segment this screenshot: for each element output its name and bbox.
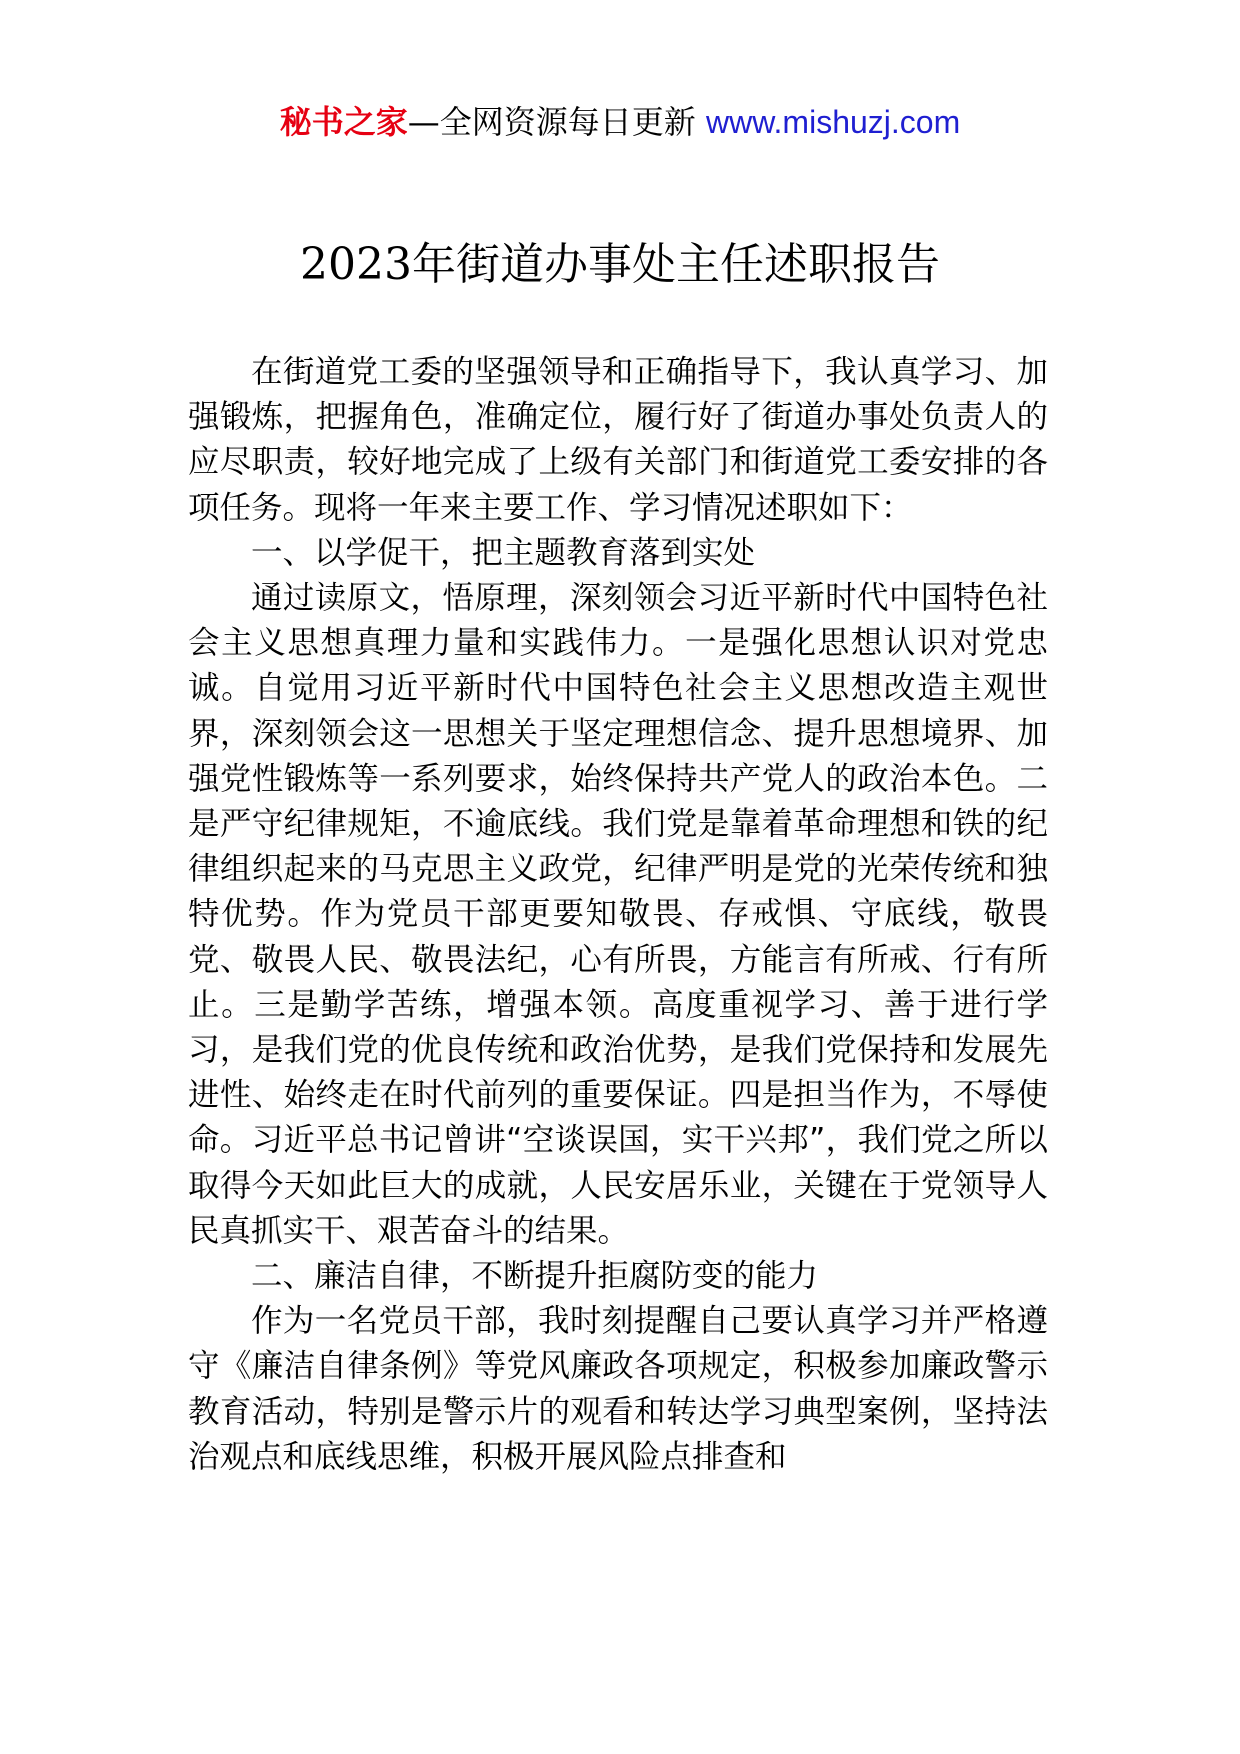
section-paragraph: 作为一名党员干部，我时刻提醒自己要认真学习并严格遵守《廉洁自律条例》等党风廉政各项规定，积极参加廉政警示教育活动，特别是警示片的观看和转达学习典型案例，坚持法治观点和底线思维，积极开展风险点排查和	[188, 1303, 1048, 1475]
section-heading: 二、廉洁自律，不断提升拒腐防变的能力	[251, 1258, 819, 1295]
intro-paragraph: 在街道党工委的坚强领导和正确指导下，我认真学习、加强锻炼，把握角色，准确定位，履行好了街道办事处负责人的应尽职责，较好地完成了上级有关部门和街道党工委安排的各项任务。现将一年来主要工作、学习情况述职如下：	[188, 354, 1048, 526]
site-slogan: —全网资源每日更新	[407, 103, 696, 141]
document-body	[188, 350, 1048, 1480]
site-brand: 秘书之家	[279, 103, 408, 141]
section-heading: 一、以学促干，把主题教育落到实处	[251, 534, 756, 571]
site-url-link[interactable]: www.mishuzj.com	[705, 104, 961, 140]
document-title: 2023年街道办事处主任述职报告	[300, 239, 940, 290]
section-paragraph: 通过读原文，悟原理，深刻领会习近平新时代中国特色社会主义思想真理力量和实践伟力。一是强化思想认识对党忠诚。自觉用习近平新时代中国特色社会主义思想改造主观世界，深刻领会这一思想关于坚定理想信念、提升思想境界、加强党性锻炼等一系列要求，始终保持共产党人的政治本色。二是严守纪律规矩，不逾底线。我们党是靠着革命理想和铁的纪律组织起来的马克思主义政党，纪律严明是党的光荣传统和独特优势。作为党员干部更要知敬畏、存戒惧、守底线，敬畏党、敬畏人民、敬畏法纪，心有所畏，方能言有所戒、行有所止。三是勤学苦练，增强本领。高度重视学习、善于进行学习，是我们党的优良传统和政治优势，是我们党保持和发展先进性、始终走在时代前列的重要保证。四是担当作为，不辱使命。习近平总书记曾讲“空谈误国，实干兴邦”，我们党之所以取得今天如此巨大的成就，人民安居乐业，关键在于党领导人民真抓实干、艰苦奋斗的结果。	[188, 580, 1048, 1249]
site-header	[0, 100, 1240, 144]
